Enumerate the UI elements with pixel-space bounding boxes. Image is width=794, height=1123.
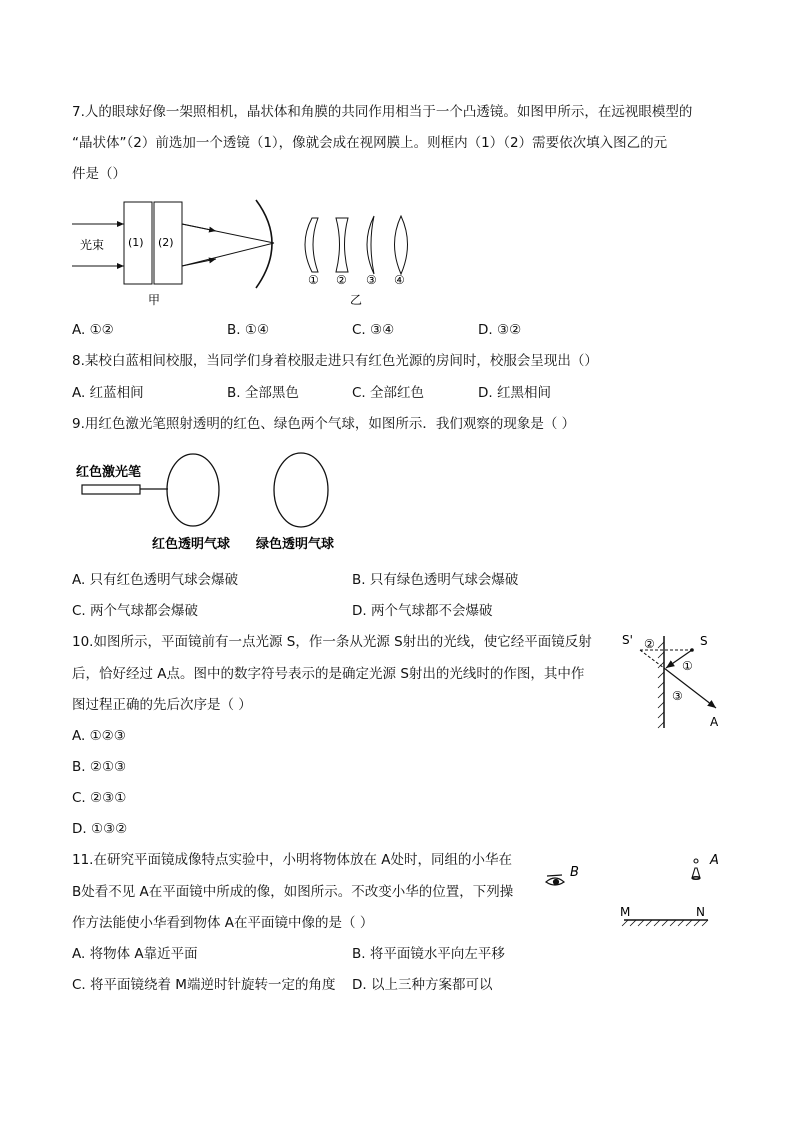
- q9-option-a[interactable]: A. 只有红色透明气球会爆破: [72, 572, 239, 588]
- laser-pen: [82, 485, 140, 494]
- q11-option-c[interactable]: C. 将平面镜绕着 M端逆时针旋转一定的角度: [72, 977, 336, 993]
- step-3-label: ③: [672, 689, 683, 703]
- arrowhead-bottom: [182, 259, 216, 266]
- q11-figure: [540, 848, 740, 930]
- q8-option-c[interactable]: C. 全部红色: [352, 385, 425, 401]
- q7-option-c[interactable]: C. ③④: [352, 322, 395, 338]
- q8-option-b[interactable]: B. 全部黑色: [227, 385, 299, 401]
- q7-line-3: 件是（）: [72, 166, 126, 182]
- lens-label-4: ④: [394, 273, 405, 287]
- s-prime-label: S': [622, 633, 633, 647]
- n-label: N: [696, 905, 705, 919]
- b-label: B: [570, 865, 579, 880]
- lens-4: [395, 216, 408, 274]
- q9-option-b[interactable]: B. 只有绿色透明气球会爆破: [352, 572, 519, 588]
- q11-option-d[interactable]: D. 以上三种方案都可以: [352, 977, 493, 993]
- a-label: A: [710, 715, 719, 729]
- q7-figure: [66, 192, 426, 312]
- lens-label-3: ③: [366, 273, 377, 287]
- arrowhead-top: [182, 224, 216, 231]
- q7-option-a[interactable]: A. ①②: [72, 322, 114, 338]
- step-2-label: ②: [644, 637, 655, 651]
- q8-line-1: 8.某校白蓝相间校服，当同学们身着校服走进只有红色光源的房间时，校服会呈现出（）: [72, 353, 598, 369]
- q10-option-c[interactable]: C. ②③①: [72, 790, 127, 806]
- eye-icon: [546, 875, 564, 885]
- dashed-extension: [640, 650, 664, 668]
- object-a-icon: [692, 859, 700, 880]
- box-2-label: (2): [158, 236, 174, 249]
- q10-option-b[interactable]: B. ②①③: [72, 759, 127, 775]
- converge-ray-bottom: [182, 243, 274, 266]
- caption-yi: 乙: [350, 293, 363, 307]
- lens-1: [305, 218, 318, 272]
- q10-line-2: 后，恰好经过 A点。图中的数字符号表示的是确定光源 S射出的光线时的作图，其中作: [72, 666, 585, 682]
- q10-figure: [620, 630, 730, 732]
- q7-line-2: “晶状体”（2）前选加一个透镜（1），像就会成在视网膜上。则框内（1）（2）需要依次填入图乙的元: [72, 135, 668, 151]
- caption-jia: 甲: [148, 293, 161, 307]
- q11-line-3: 作方法能使小华看到物体 A在平面镜中像的是（ ）: [72, 915, 374, 931]
- mirror-mn-hatching: [622, 920, 708, 926]
- q11-line-2: B处看不见 A在平面镜中所成的像，如图所示。不改变小华的位置，下列操: [72, 884, 514, 900]
- lens-3: [367, 216, 374, 274]
- q9-option-c[interactable]: C. 两个气球都会爆破: [72, 603, 199, 619]
- q9-option-d[interactable]: D. 两个气球都不会爆破: [352, 603, 493, 619]
- q11-line-1: 11.在研究平面镜成像特点实验中，小明将物体放在 A处时，同组的小华在: [72, 852, 512, 868]
- q11-option-b[interactable]: B. 将平面镜水平向左平移: [352, 946, 505, 962]
- lens-2: [336, 218, 348, 272]
- q10-option-d[interactable]: D. ①③②: [72, 821, 128, 837]
- beam-label: 光束: [80, 238, 105, 252]
- lens-label-2: ②: [336, 273, 347, 287]
- q10-line-1: 10.如图所示，平面镜前有一点光源 S，作一条从光源 S射出的光线，使它经平面镜反射: [72, 634, 592, 650]
- pen-label: 红色激光笔: [76, 465, 142, 480]
- green-balloon-label: 绿色透明气球: [256, 537, 335, 552]
- m-label: M: [620, 905, 631, 919]
- q11-option-a[interactable]: A. 将物体 A靠近平面: [72, 946, 198, 962]
- step-1-label: ①: [682, 659, 693, 673]
- red-balloon: [167, 454, 219, 526]
- q10-line-3: 图过程正确的先后次序是（ ）: [72, 697, 252, 713]
- q7-line-1: 7.人的眼球好像一架照相机，晶状体和角膜的共同作用相当于一个凸透镜。如图甲所示，在远视眼模型的: [72, 104, 693, 120]
- q7-option-b[interactable]: B. ①④: [227, 322, 270, 338]
- red-balloon-label: 红色透明气球: [152, 537, 231, 552]
- q9-figure: [72, 448, 372, 556]
- lens-label-1: ①: [308, 273, 319, 287]
- green-balloon: [274, 453, 328, 527]
- box-1-label: (1): [128, 236, 144, 249]
- q8-option-a[interactable]: A. 红蓝相间: [72, 385, 144, 401]
- mirror-hatching: [658, 642, 664, 728]
- q9-line-1: 9.用红色激光笔照射透明的红色、绿色两个气球，如图所示．我们观察的现象是（ ）: [72, 416, 576, 432]
- q8-option-d[interactable]: D. 红黑相间: [478, 385, 551, 401]
- q7-option-d[interactable]: D. ③②: [478, 322, 522, 338]
- q10-option-a[interactable]: A. ①②③: [72, 728, 126, 744]
- a-label-11: A: [710, 853, 719, 868]
- s-label: S: [700, 634, 708, 648]
